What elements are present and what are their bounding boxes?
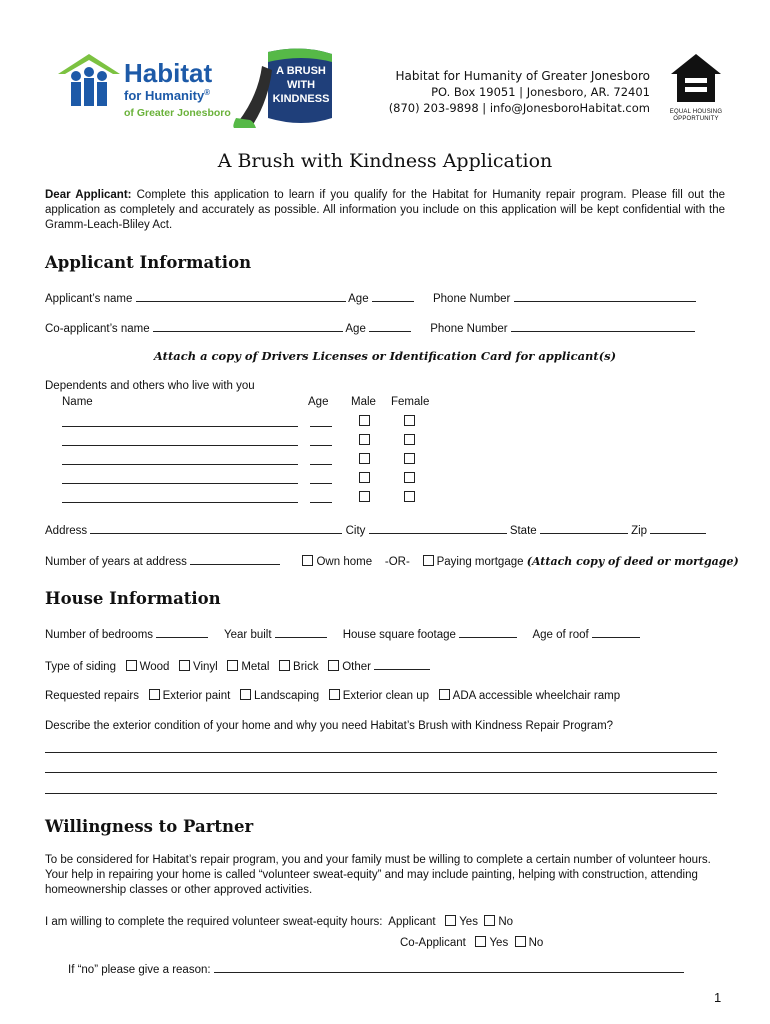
- repair-paint-checkbox[interactable]: [149, 689, 160, 700]
- dependent-female-checkbox[interactable]: [404, 453, 415, 464]
- dependent-row: [0, 414, 770, 428]
- siding-metal-checkbox[interactable]: [227, 660, 238, 671]
- brush-with-kindness-logo: [232, 46, 338, 128]
- dependent-male-checkbox[interactable]: [359, 415, 370, 426]
- reason-field[interactable]: [214, 960, 684, 973]
- page-title: A Brush with Kindness Application: [217, 150, 553, 172]
- willing-label: I am willing to complete the required volunteer sweat-equity hours:: [45, 916, 383, 928]
- logo-region-text: of Greater Jonesboro: [124, 107, 231, 119]
- repair-paint-label: Exterior paint: [162, 690, 231, 702]
- applicant-age-label: Age: [348, 293, 369, 305]
- applicant-name-field[interactable]: [136, 289, 346, 302]
- siding-other-checkbox[interactable]: [328, 660, 339, 671]
- dependent-name-field[interactable]: [62, 433, 298, 446]
- col-age: Age: [308, 396, 329, 408]
- applicant-no-label: No: [498, 916, 514, 928]
- coapplicant-no-checkbox[interactable]: [515, 936, 526, 947]
- partner-heading: Willingness to Partner: [45, 817, 254, 836]
- applicant-no-checkbox[interactable]: [484, 915, 495, 926]
- equal-housing-logo: [666, 52, 726, 120]
- intro-lead: Dear Applicant:: [45, 189, 132, 201]
- city-label: City: [345, 525, 366, 537]
- own-home-label: Own home: [316, 556, 373, 568]
- zip-field[interactable]: [650, 521, 706, 534]
- attach-id-note: Attach a copy of Drivers Licenses or Identification Card for applicant(s): [153, 349, 617, 363]
- or-label: -OR-: [384, 556, 410, 568]
- coapplicant-name-label: Co-applicant’s name: [45, 323, 150, 335]
- state-label: State: [509, 525, 537, 537]
- partner-paragraph: To be considered for Habitat’s repair program, you and your family must be willing to complete a certain number of volunteer hours. Your help in repairing your home is called “volunteer sweat-equity” and may include painting, helping with construction, attending homeownership classes or other approved activities.: [45, 854, 711, 896]
- mortgage-note: (Attach copy of deed or mortgage): [526, 555, 739, 568]
- siding-other-field[interactable]: [374, 657, 430, 670]
- org-name: Habitat for Humanity of Greater Jonesboro: [395, 69, 650, 83]
- dependent-female-checkbox[interactable]: [404, 415, 415, 426]
- repair-cleanup-label: Exterior clean up: [342, 690, 430, 702]
- years-row: [45, 552, 739, 568]
- col-male: Male: [351, 396, 376, 408]
- dependent-female-checkbox[interactable]: [404, 491, 415, 502]
- describe-label: Describe the exterior condition of your home and why you need Habitat’s Brush with Kindness Repair Program?: [45, 720, 614, 732]
- org-address: PO. Box 19051 | Jonesboro, AR. 72401: [431, 85, 650, 99]
- dependent-male-checkbox[interactable]: [359, 491, 370, 502]
- intro-paragraph: [45, 188, 725, 233]
- dependent-age-field[interactable]: [310, 414, 332, 427]
- logo-sub-text: for Humanity: [124, 88, 205, 103]
- coapplicant-yes-label: Yes: [489, 937, 509, 949]
- reason-label: If “no” please give a reason:: [68, 964, 211, 976]
- dependent-age-field[interactable]: [310, 471, 332, 484]
- address-label: Address: [45, 525, 88, 537]
- house-details-row: [45, 625, 640, 641]
- col-female: Female: [391, 396, 430, 408]
- logo-main-text: Habitat: [124, 58, 213, 88]
- logo-reg-mark: ®: [204, 88, 211, 97]
- coapplicant-name-field[interactable]: [153, 319, 343, 332]
- repair-landscaping-checkbox[interactable]: [240, 689, 251, 700]
- city-field[interactable]: [369, 521, 507, 534]
- dependent-age-field[interactable]: [310, 452, 332, 465]
- coapplicant-phone-label: Phone Number: [430, 323, 508, 335]
- org-contact-block: [389, 68, 650, 116]
- coapplicant-no-label: No: [528, 937, 544, 949]
- own-home-checkbox[interactable]: [302, 555, 313, 566]
- address-field[interactable]: [90, 521, 342, 534]
- years-label: Number of years at address: [45, 556, 187, 568]
- intro-text: Complete this application to learn if you qualify for the Habitat for Humanity repair program. Please fill out the application as completely and accurately as possible. All information you include on this application will be kept confidential with the Gramm-Leach-Bliley Act.: [45, 189, 725, 231]
- siding-brick-label: Brick: [293, 661, 319, 673]
- repair-landscaping-label: Landscaping: [253, 690, 320, 702]
- describe-line[interactable]: [45, 793, 717, 794]
- dependent-name-field[interactable]: [62, 414, 298, 427]
- house-heading: House Information: [45, 589, 221, 608]
- coapplicant-phone-field[interactable]: [511, 319, 695, 332]
- coapplicant-row: [45, 319, 695, 335]
- habitat-logo: [58, 52, 231, 124]
- willing-applicant-label: Applicant: [388, 916, 436, 928]
- address-row: [45, 521, 706, 537]
- repair-cleanup-checkbox[interactable]: [329, 689, 340, 700]
- siding-metal-label: Metal: [241, 661, 270, 673]
- applicant-row: [45, 289, 696, 305]
- dependent-age-field[interactable]: [310, 433, 332, 446]
- sqft-label: House square footage: [342, 629, 456, 641]
- dependent-name-field[interactable]: [62, 471, 298, 484]
- zip-label: Zip: [631, 525, 648, 537]
- willing-row: [45, 915, 513, 928]
- mortgage-checkbox[interactable]: [423, 555, 434, 566]
- dependent-female-checkbox[interactable]: [404, 434, 415, 445]
- siding-brick-checkbox[interactable]: [279, 660, 290, 671]
- repair-ada-checkbox[interactable]: [439, 689, 450, 700]
- applicant-name-label: Applicant’s name: [45, 293, 133, 305]
- applicant-phone-label: Phone Number: [432, 293, 511, 305]
- house-equal-icon: [669, 52, 723, 104]
- dependent-male-checkbox[interactable]: [359, 434, 370, 445]
- org-contact: (870) 203-9898 | info@JonesboroHabitat.com: [388, 101, 650, 115]
- year-built-label: Year built: [224, 629, 272, 641]
- roof-field[interactable]: [592, 625, 640, 638]
- dependent-row: [0, 490, 770, 504]
- col-name: Name: [62, 396, 93, 408]
- siding-other-label: Other: [342, 661, 371, 673]
- coapplicant-age-label: Age: [345, 323, 366, 335]
- page-number: 1: [714, 990, 722, 1005]
- siding-row: [45, 657, 430, 673]
- willing-coapplicant-row: [400, 936, 543, 949]
- coapplicant-yes-checkbox[interactable]: [475, 936, 486, 947]
- dependent-female-checkbox[interactable]: [404, 472, 415, 483]
- repairs-row: [45, 689, 620, 702]
- state-field[interactable]: [540, 521, 628, 534]
- applicant-yes-label: Yes: [459, 916, 478, 928]
- siding-vinyl-checkbox[interactable]: [179, 660, 190, 671]
- siding-wood-checkbox[interactable]: [126, 660, 137, 671]
- roof-label: Age of roof: [532, 629, 589, 641]
- family-icon: [58, 54, 120, 109]
- describe-line[interactable]: [45, 752, 717, 753]
- dependent-male-checkbox[interactable]: [359, 453, 370, 464]
- coapplicant-age-field[interactable]: [369, 319, 411, 332]
- dependent-row: [0, 471, 770, 485]
- bedrooms-label: Number of bedrooms: [45, 629, 154, 641]
- siding-label: Type of siding: [45, 661, 116, 673]
- willing-coapplicant-label: Co-Applicant: [400, 937, 466, 949]
- dependent-row: [0, 433, 770, 447]
- applicant-phone-field[interactable]: [514, 289, 696, 302]
- repairs-label: Requested repairs: [45, 690, 139, 702]
- repair-ada-label: ADA accessible wheelchair ramp: [452, 690, 621, 702]
- dependent-male-checkbox[interactable]: [359, 472, 370, 483]
- dependents-table: [0, 396, 770, 506]
- dependent-age-field[interactable]: [310, 490, 332, 503]
- bedrooms-field[interactable]: [156, 625, 208, 638]
- sqft-field[interactable]: [459, 625, 517, 638]
- dependents-label: Dependents and others who live with you: [45, 380, 255, 392]
- applicant-age-field[interactable]: [372, 289, 414, 302]
- applicant-yes-checkbox[interactable]: [445, 915, 456, 926]
- siding-wood-label: Wood: [139, 661, 170, 673]
- describe-line[interactable]: [45, 772, 717, 773]
- dependent-row: [0, 452, 770, 466]
- years-field[interactable]: [190, 552, 280, 565]
- year-built-field[interactable]: [275, 625, 327, 638]
- dependent-name-field[interactable]: [62, 452, 298, 465]
- reason-row: [68, 960, 684, 976]
- mortgage-label: Paying mortgage: [436, 556, 524, 568]
- siding-vinyl-label: Vinyl: [193, 661, 218, 673]
- eho-text: EQUAL HOUSING OPPORTUNITY: [669, 109, 723, 122]
- brush-logo-text: A BRUSH WITH KINDNESS: [272, 65, 330, 105]
- applicant-heading: Applicant Information: [45, 253, 252, 272]
- dependent-name-field[interactable]: [62, 490, 298, 503]
